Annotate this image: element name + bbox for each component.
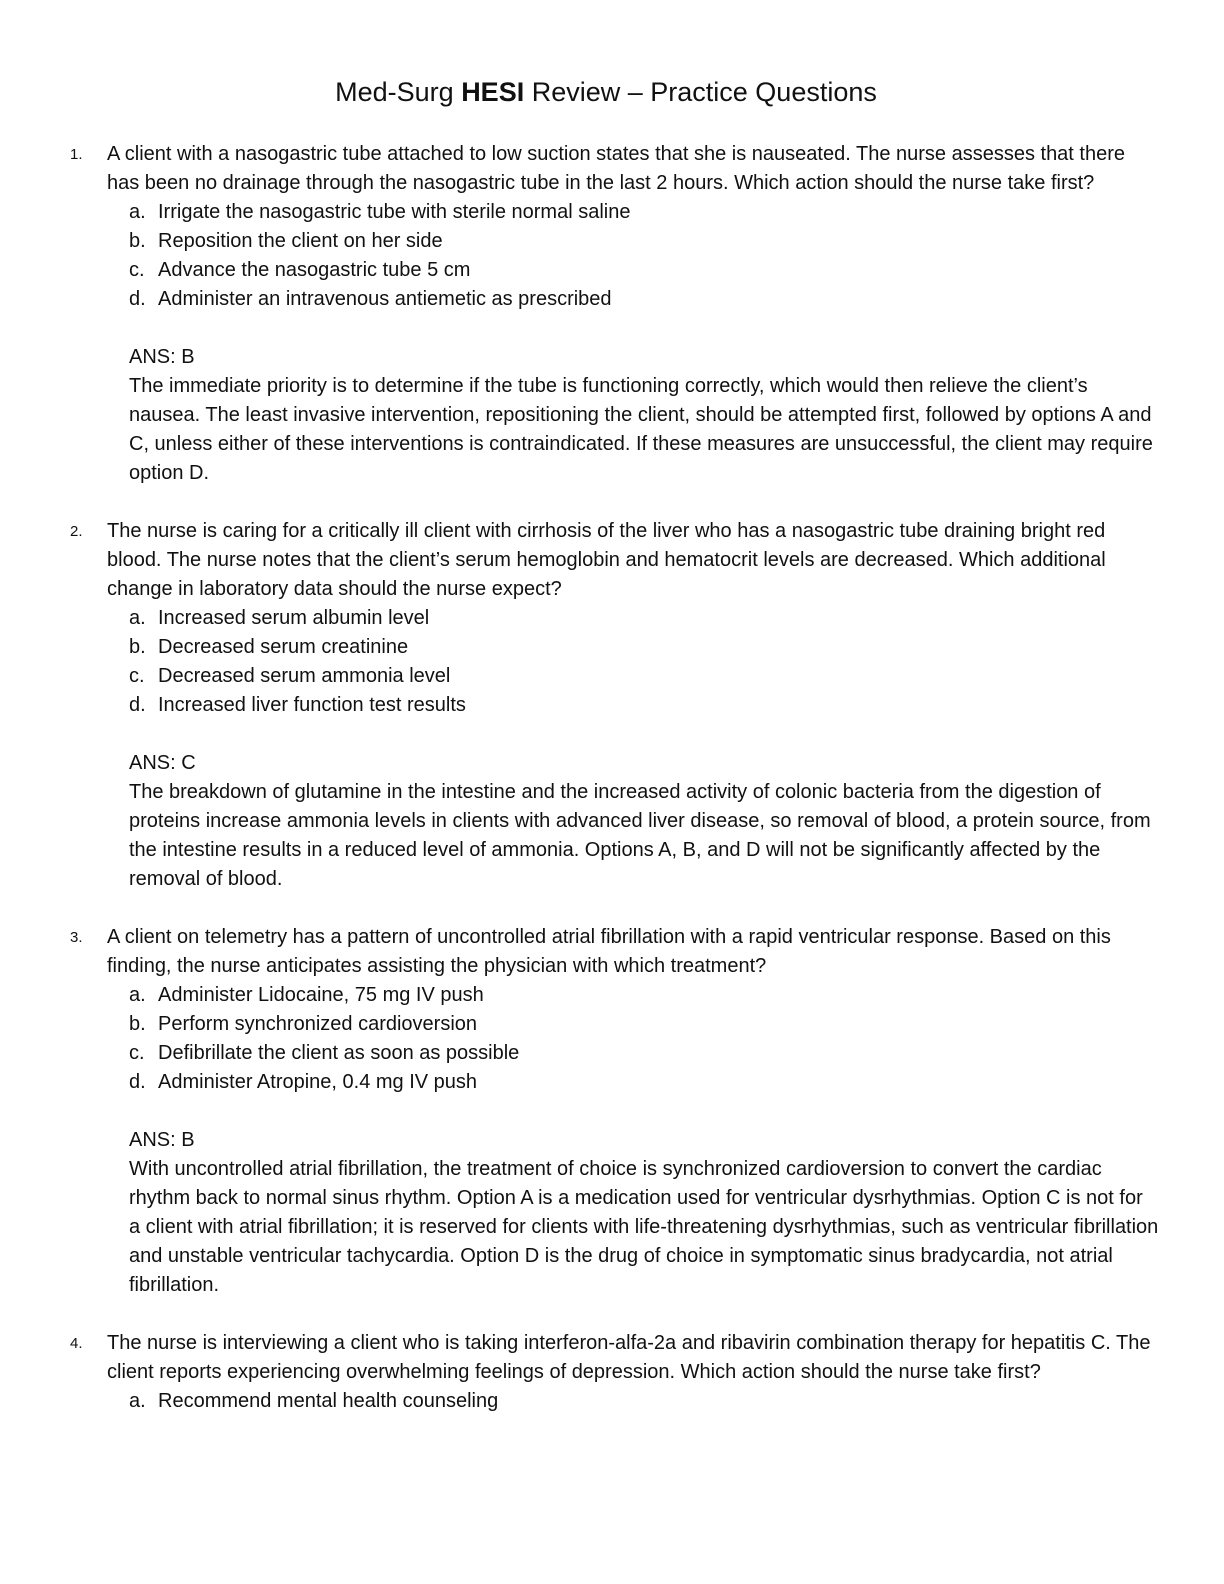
option-text: Administer an intravenous antiemetic as prescribed xyxy=(158,288,612,310)
rationale-text: The immediate priority is to determine if the tube is functioning correctly, which would then relieve the client’s nausea. The least invasive intervention, repositioning the client, should be attempted first, followed by options A and C, unless either of these interventions is contraindicated. If these measures are unsuccessful, the client may require option D. xyxy=(129,375,1153,484)
question-number: 4. xyxy=(70,1335,83,1352)
option-list xyxy=(129,1387,1149,1416)
option-text: Defibrillate the client as soon as possible xyxy=(158,1042,520,1064)
answer-label: ANS: B xyxy=(129,346,195,368)
option-b xyxy=(129,1010,1149,1039)
question-list xyxy=(0,140,1224,1445)
title-suffix: Review – Practice Questions xyxy=(524,77,877,107)
option-text: Advance the nasogastric tube 5 cm xyxy=(158,259,471,281)
option-letter: d. xyxy=(129,694,146,716)
page-title xyxy=(0,72,1212,112)
option-list xyxy=(129,604,1149,720)
answer-label: ANS: C xyxy=(129,752,196,774)
question-3 xyxy=(0,923,1224,1300)
question-1 xyxy=(0,140,1224,488)
question-number: 2. xyxy=(70,523,83,540)
question-stem: The nurse is interviewing a client who is taking interferon-alfa-2a and ribavirin combination therapy for hepatitis C. The client reports experiencing overwhelming feelings of depression. Which action should the nurse take first? xyxy=(107,1332,1151,1383)
question-number: 1. xyxy=(70,146,83,163)
option-text: Irrigate the nasogastric tube with sterile normal saline xyxy=(158,201,631,223)
question-stem: The nurse is caring for a critically ill client with cirrhosis of the liver who has a nasogastric tube draining bright red blood. The nurse notes that the client’s serum hemoglobin and hematocrit levels are decreased. Which additional change in laboratory data should the nurse expect? xyxy=(107,520,1106,600)
answer-block xyxy=(129,343,1159,488)
option-text: Perform synchronized cardioversion xyxy=(158,1013,478,1035)
option-letter: c. xyxy=(129,665,145,687)
answer-block xyxy=(129,749,1159,894)
option-text: Decreased serum ammonia level xyxy=(158,665,451,687)
rationale-text: The breakdown of glutamine in the intestine and the increased activity of colonic bacteria from the digestion of proteins increase ammonia levels in clients with advanced liver disease, so removal of blood, a protein source, from the intestine results in a reduced level of ammonia. Options A, B, and D will not be significantly affected by the removal of blood. xyxy=(129,781,1151,890)
option-text: Decreased serum creatinine xyxy=(158,636,409,658)
option-text: Administer Lidocaine, 75 mg IV push xyxy=(158,984,484,1006)
option-a xyxy=(129,981,1149,1010)
option-letter: c. xyxy=(129,1042,145,1064)
question-4 xyxy=(0,1329,1224,1416)
answer-label: ANS: B xyxy=(129,1129,195,1151)
option-text: Reposition the client on her side xyxy=(158,230,443,252)
option-letter: a. xyxy=(129,201,146,223)
question-stem: A client on telemetry has a pattern of uncontrolled atrial fibrillation with a rapid ventricular response. Based on this finding, the nurse anticipates assisting the physician with which treatment? xyxy=(107,926,1111,977)
title-bold: HESI xyxy=(461,77,525,107)
title-prefix: Med-Surg xyxy=(335,77,462,107)
option-b xyxy=(129,633,1149,662)
option-letter: c. xyxy=(129,259,145,281)
answer-block xyxy=(129,1126,1159,1300)
option-c xyxy=(129,662,1149,691)
option-b xyxy=(129,227,1149,256)
option-list xyxy=(129,198,1149,314)
option-c xyxy=(129,256,1149,285)
option-text: Increased liver function test results xyxy=(158,694,466,716)
option-a xyxy=(129,198,1149,227)
option-d xyxy=(129,1068,1149,1097)
option-letter: b. xyxy=(129,636,146,658)
option-a xyxy=(129,604,1149,633)
question-2 xyxy=(0,517,1224,894)
option-letter: b. xyxy=(129,1013,146,1035)
option-a xyxy=(129,1387,1149,1416)
option-letter: b. xyxy=(129,230,146,252)
option-list xyxy=(129,981,1149,1097)
question-stem: A client with a nasogastric tube attached to low suction states that she is nauseated. The nurse assesses that there has been no drainage through the nasogastric tube in the last 2 hours. Which action should the nurse take first? xyxy=(107,143,1126,194)
option-letter: d. xyxy=(129,1071,146,1093)
rationale-text: With uncontrolled atrial fibrillation, the treatment of choice is synchronized cardioversion to convert the cardiac rhythm back to normal sinus rhythm. Option A is a medication used for ventricular dysrhythmias. Option C is not for a client with atrial fibrillation; it is reserved for clients with life-threatening dysrhythmias, such as ventricular fibrillation and unstable ventricular tachycardia. Option D is the drug of choice in symptomatic sinus bradycardia, not atrial fibrillation. xyxy=(129,1158,1159,1296)
option-letter: d. xyxy=(129,288,146,310)
option-text: Recommend mental health counseling xyxy=(158,1390,499,1412)
option-d xyxy=(129,285,1149,314)
option-letter: a. xyxy=(129,607,146,629)
option-letter: a. xyxy=(129,984,146,1006)
option-c xyxy=(129,1039,1149,1068)
option-letter: a. xyxy=(129,1390,146,1412)
option-text: Administer Atropine, 0.4 mg IV push xyxy=(158,1071,478,1093)
option-d xyxy=(129,691,1149,720)
option-text: Increased serum albumin level xyxy=(158,607,430,629)
question-number: 3. xyxy=(70,929,83,946)
